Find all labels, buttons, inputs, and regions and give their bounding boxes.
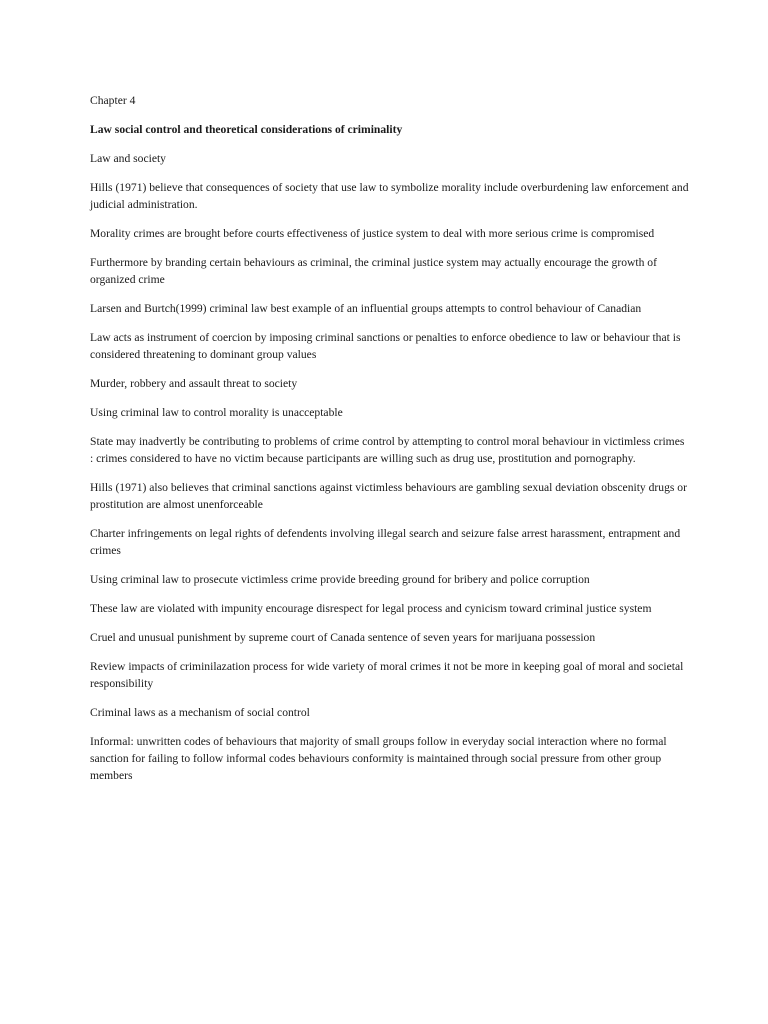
paragraph: Review impacts of criminilazation process for wide variety of moral crimes it not be more in keeping goal of moral and societal responsibility	[90, 660, 684, 690]
paragraph: Hills (1971) also believes that criminal sanctions against victimless behaviours are gambling sexual deviation obscenity drugs or prostitution are almost unenforceable	[90, 481, 687, 511]
paragraph: These law are violated with impunity encourage disrespect for legal process and cynicism toward criminal justice system	[90, 602, 652, 615]
paragraph: Using criminal law to prosecute victimless crime provide breeding ground for bribery and police corruption	[90, 573, 590, 586]
chapter-label: Chapter 4	[90, 94, 136, 107]
paragraph: Charter infringements on legal rights of defendents involving illegal search and seizure false arrest harassment, entrapment and crimes	[90, 527, 681, 557]
document-page	[90, 92, 690, 796]
chapter-title: Law social control and theoretical considerations of criminality	[90, 123, 403, 136]
paragraph: Criminal laws as a mechanism of social control	[90, 706, 310, 719]
paragraph: Using criminal law to control morality is unacceptable	[90, 406, 343, 419]
paragraph: Informal: unwritten codes of behaviours that majority of small groups follow in everyday social interaction where no formal sanction for failing to follow informal codes behaviours conformity is maintained through social pressure from other group members	[90, 735, 667, 782]
paragraph: Cruel and unusual punishment by supreme court of Canada sentence of seven years for marijuana possession	[90, 631, 596, 644]
paragraph: State may inadvertly be contributing to problems of crime control by attempting to control moral behaviour in victimless crimes : crimes considered to have no victim because participants are willing such as drug use, prostitution and pornography.	[90, 435, 685, 465]
paragraph: Law and society	[90, 152, 166, 165]
paragraph: Law acts as instrument of coercion by imposing criminal sanctions or penalties to enforce obedience to law or behaviour that is considered threatening to dominant group values	[90, 331, 681, 361]
paragraph: Murder, robbery and assault threat to society	[90, 377, 298, 390]
paragraph: Hills (1971) believe that consequences of society that use law to symbolize morality include overburdening law enforcement and judicial administration.	[90, 181, 689, 211]
paragraph: Morality crimes are brought before courts effectiveness of justice system to deal with more serious crime is compromised	[90, 227, 655, 240]
paragraph: Larsen and Burtch(1999) criminal law best example of an influential groups attempts to control behaviour of Canadian	[90, 302, 642, 315]
paragraph: Furthermore by branding certain behaviours as criminal, the criminal justice system may actually encourage the growth of organized crime	[90, 256, 657, 286]
